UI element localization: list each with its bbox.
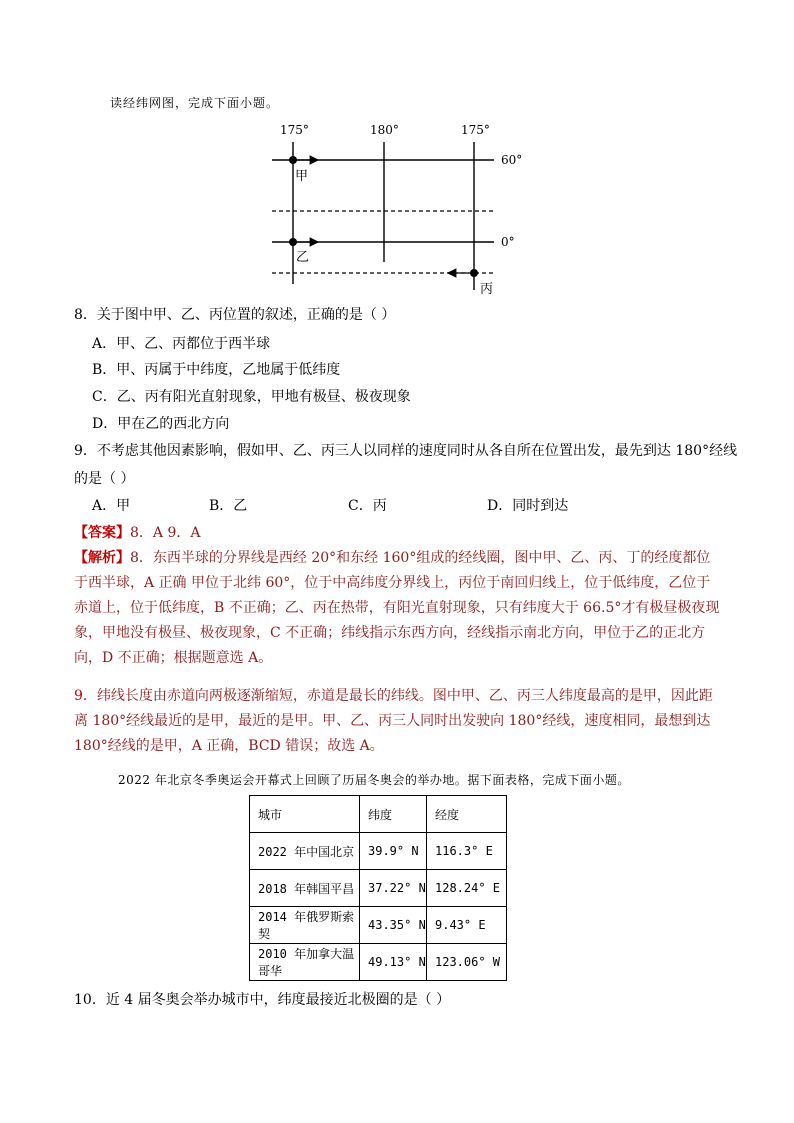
- q8-option-b: B．甲、丙属于中纬度，乙地属于低纬度: [92, 362, 341, 378]
- analysis-paragraph-1: [74, 546, 722, 671]
- lat-label-0: 0°: [501, 235, 515, 249]
- table-row: [250, 870, 507, 907]
- table-cell-city: 2022 年中国北京: [250, 833, 360, 870]
- lon-label-center: 180°: [370, 123, 399, 137]
- table-cell-longitude: 123.06° W: [427, 944, 507, 981]
- table-cell-latitude: 49.13° N: [360, 944, 427, 981]
- table-header-longitude: 经度: [427, 796, 507, 833]
- point-label-yi: 乙: [296, 250, 310, 265]
- q8-option-c: C．乙、丙有阳光直射现象，甲地有极昼、极夜现象: [92, 389, 411, 405]
- intro-instruction: 读经纬网图，完成下面小题。: [110, 96, 280, 110]
- table-cell-longitude: 9.43° E: [427, 907, 507, 944]
- q9-option-c: C．丙: [348, 498, 387, 514]
- table-header-city: 城市: [250, 796, 360, 833]
- table-header-latitude: 纬度: [360, 796, 427, 833]
- table-cell-city: 2010 年加拿大温哥华: [250, 944, 360, 981]
- table-cell-latitude: 39.9° N: [360, 833, 427, 870]
- answer-line: [74, 522, 201, 542]
- table-cell-longitude: 128.24° E: [427, 870, 507, 907]
- table-row: [250, 833, 507, 870]
- point-label-jia: 甲: [295, 169, 309, 184]
- analysis-tag: 【解析】: [74, 550, 130, 566]
- q8-stem: 8．关于图中甲、乙、丙位置的叙述，正确的是（ ）: [74, 307, 396, 323]
- q9-option-a: A．甲: [92, 498, 131, 514]
- q9-stem-line1: 9．不考虑其他因素影响，假如甲、乙、丙三人以同样的速度同时从各自所在位置出发，最先到达 180°经线: [74, 443, 738, 459]
- intro-table-instruction: 2022 年北京冬季奥运会开幕式上回顾了历届冬奥会的举办地。据下面表格，完成下面小题。: [118, 773, 630, 787]
- lat-label-60: 60°: [501, 153, 523, 167]
- q9-option-d: D．同时到达: [487, 498, 569, 514]
- olympics-city-table: [249, 795, 507, 981]
- analysis-text-1: 8．东西半球的分界线是西经 20°和东经 160°组成的经线圈，图中甲、乙、丙、丁的经度都位于西半球，A 正确 甲位于北纬 60°，位于中高纬度分界线上，丙位于南回归线上，位于低纬度，乙位于赤道上，位于低纬度，B 不正确；乙、丙在热带，有阳光直射现象，只有纬度大于 66.5°才有极昼极夜现象，甲地没有极昼、极夜现象，C 不正确；纬线指示东西方向，经线指示南北方向，甲位于乙的正北方向，D 不正确；根据题意选 A。: [74, 550, 720, 666]
- answer-text: 8．A 9．A: [130, 525, 201, 541]
- analysis-paragraph-2: [74, 684, 722, 759]
- analysis-q9-number: 9: [74, 688, 83, 704]
- lon-label-left: 175°: [280, 123, 309, 137]
- point-yi: [289, 238, 297, 246]
- table-cell-latitude: 43.35° N: [360, 907, 427, 944]
- table-cell-city: 2014 年俄罗斯索契: [250, 907, 360, 944]
- table-cell-longitude: 116.3° E: [427, 833, 507, 870]
- table-cell-latitude: 37.22° N: [360, 870, 427, 907]
- point-bing: [470, 269, 478, 277]
- q10-stem: 10．近 4 届冬奥会举办城市中，纬度最接近北极圈的是（ ）: [74, 992, 451, 1008]
- q9-option-b: B．乙: [209, 498, 248, 514]
- q8-option-a: A．甲、乙、丙都位于西半球: [92, 336, 271, 352]
- analysis-text-2: ．纬线长度由赤道向两极逐渐缩短，赤道是最长的纬线。图中甲、乙、丙三人纬度最高的是甲，因此距离 180°经线最近的是甲，最近的是甲。甲、乙、丙三人同时出发驶向 180°经线，速度相同，最想到达 180°经线的是甲，A 正确，BCD 错误；故选 A。: [74, 688, 713, 754]
- table-header-row: [250, 796, 507, 833]
- lon-label-right: 175°: [461, 123, 490, 137]
- point-label-bing: 丙: [480, 282, 494, 297]
- point-jia: [289, 156, 297, 164]
- answer-tag: 【答案】: [74, 525, 130, 541]
- table-row: [250, 944, 507, 981]
- table-cell-city: 2018 年韩国平昌: [250, 870, 360, 907]
- q9-stem-line2: 的是（ ）: [74, 471, 135, 487]
- lat-lon-grid-diagram: [260, 118, 540, 298]
- q8-option-d: D．甲在乙的西北方向: [92, 416, 230, 432]
- table-row: [250, 907, 507, 944]
